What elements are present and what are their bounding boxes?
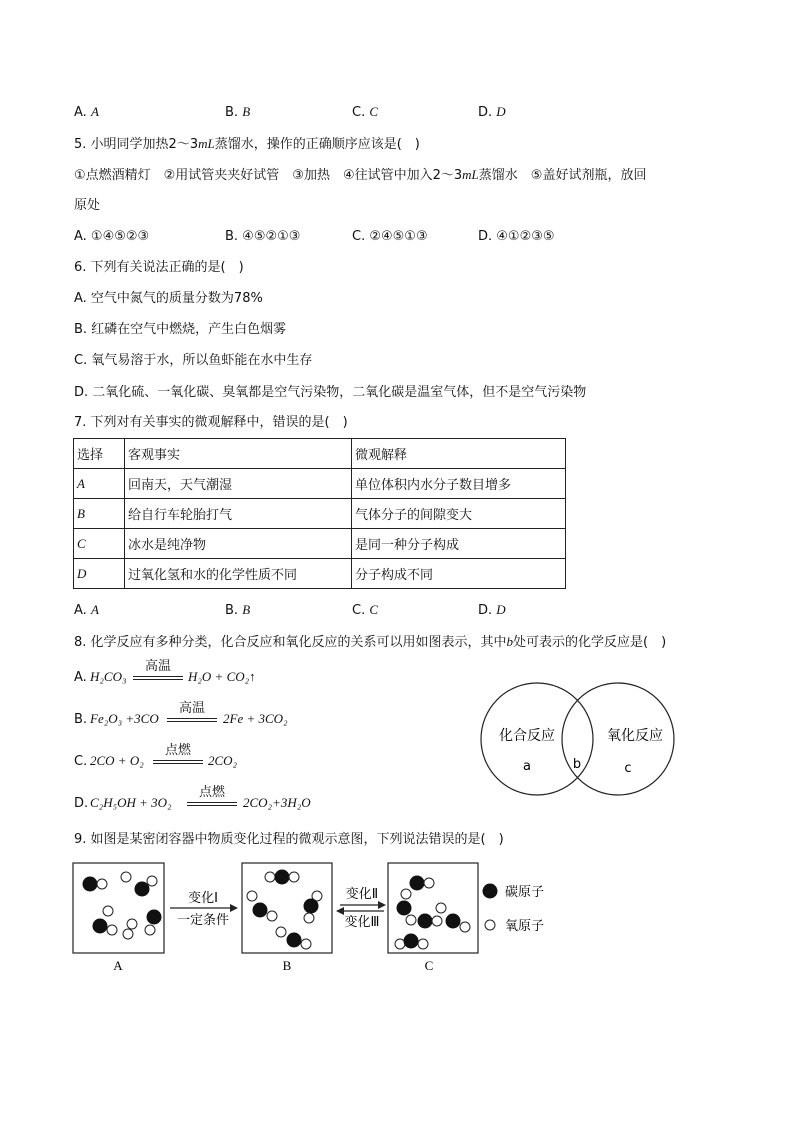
q8-option-a-products: H₂O + CO₂↑	[188, 669, 256, 684]
arrow-change-1-top-label: 变化Ⅰ	[188, 891, 218, 906]
table-header-cell: 客观事实	[125, 439, 352, 469]
q8-option-c-reactants: 2CO + O₂	[90, 753, 144, 768]
q8-option-a-equals-sign	[133, 676, 183, 680]
table-cell: 单位体积内水分子数目增多	[352, 469, 566, 499]
oxygen-atom	[436, 903, 446, 913]
q6-option-b: B. 红磷在空气中燃烧，产生白色烟雾	[74, 322, 287, 337]
q9-molecule-diagram	[70, 860, 590, 975]
table-cell: 分子构成不同	[352, 559, 566, 589]
venn-region-a: a	[523, 759, 531, 774]
arrow-change-2-head	[378, 901, 386, 909]
arrow-change-3-label: 变化Ⅲ	[344, 915, 380, 930]
q7-option-b: B. B	[225, 602, 251, 618]
q8-option-b-equals-sign	[167, 718, 217, 722]
oxygen-atom	[395, 939, 405, 949]
q5-option-d: D. ④①②③⑤	[478, 229, 555, 244]
venn-right-label: 氧化反应	[607, 728, 663, 744]
oxygen-atom	[247, 891, 257, 901]
q8-option-d-condition: 点燃	[198, 785, 225, 800]
carbon-atom	[446, 914, 461, 929]
q6-option-a: A. 空气中氮气的质量分数为78%	[74, 291, 263, 306]
q8-option-b-products: 2Fe + 3CO₂	[223, 711, 288, 726]
q8-option-a-label: A.	[74, 670, 87, 685]
box-b-label: B	[282, 958, 292, 973]
legend-carbon-label: 碳原子	[505, 885, 545, 900]
oxygen-atom	[123, 929, 133, 939]
venn-region-b: b	[572, 757, 582, 772]
q8-option-d-reactants: C₂H₅OH + 3O₂	[90, 795, 172, 810]
table-cell: 回南天，天气潮湿	[125, 469, 352, 499]
carbon-atom	[93, 919, 108, 934]
q7-stem: 7. 下列对有关事实的微观解释中，错误的是( )	[74, 415, 348, 430]
q8-option-a-condition: 高温	[144, 659, 171, 674]
carbon-atom	[418, 914, 433, 929]
oxygen-atom	[401, 889, 411, 899]
oxygen-atom	[304, 913, 314, 923]
q6-option-d: D. 二氧化硫、一氧化碳、臭氧都是空气污染物，二氧化碳是温室气体，但不是空气污染物	[74, 385, 587, 400]
table-row	[74, 529, 566, 559]
arrow-change-3-head	[336, 907, 344, 915]
table-cell: 给自行车轮胎打气	[125, 499, 352, 529]
oxygen-atom	[107, 925, 117, 935]
venn-region-c: c	[624, 761, 632, 776]
table-row	[74, 559, 566, 589]
oxygen-atom	[127, 919, 137, 929]
arrow-change-1-bottom-label: 一定条件	[176, 913, 230, 928]
box-a-label: A	[113, 958, 123, 973]
q5-steps: ①点燃酒精灯 ②用试管夹夹好试管 ③加热 ④往试管中加入2～3mL蒸馏水 ⑤盖好试剂瓶，放回	[74, 167, 647, 183]
q8-option-d-products: 2CO₂+3H₂O	[243, 795, 311, 810]
table-cell: D	[74, 559, 125, 589]
oxygen-atom	[97, 879, 107, 889]
q8-option-c-products: 2CO₂	[208, 753, 238, 768]
q8-option-a-reactants: H₂CO₃	[90, 669, 127, 684]
box-c-molecules	[395, 876, 470, 950]
q5-steps-cont: 原处	[74, 198, 101, 213]
q8-option-b-label: B.	[74, 712, 88, 727]
oxygen-atom	[267, 911, 277, 921]
q8-option-b-reactants: Fe₂O₃ +3CO	[90, 711, 159, 726]
table-cell: 是同一种分子构成	[352, 529, 566, 559]
table-header-cell: 选择	[74, 439, 125, 469]
table-cell: 过氧化氢和水的化学性质不同	[125, 559, 352, 589]
oxygen-atom	[103, 906, 113, 916]
carbon-atom	[304, 899, 319, 914]
carbon-atom	[410, 876, 425, 891]
arrow-change-2-label: 变化Ⅱ	[345, 887, 379, 902]
q4-option-a: A. A	[74, 104, 99, 120]
table-header-row	[74, 439, 566, 469]
legend-carbon-icon	[483, 884, 498, 899]
carbon-atom	[397, 901, 412, 916]
table-cell: B	[74, 499, 125, 529]
q8-stem: 8. 化学反应有多种分类，化合反应和氧化反应的关系可以用如图表示，其中b处可表示的化学反应是( )	[74, 634, 667, 650]
legend-oxygen-label: 氧原子	[505, 919, 545, 934]
q8-option-d-label: D.	[74, 796, 89, 811]
oxygen-atom	[121, 872, 131, 882]
q5-stem: 5. 小明同学加热2～3mL蒸馏水，操作的正确顺序应该是( )	[74, 136, 420, 152]
table-header-cell: 微观解释	[352, 439, 566, 469]
oxygen-atom	[147, 876, 157, 886]
table-row	[74, 469, 566, 499]
arrow-change-1-head	[230, 904, 238, 912]
oxygen-atom	[301, 939, 311, 949]
table-cell: A	[74, 469, 125, 499]
q7-option-a: A. A	[74, 602, 99, 618]
oxygen-atom	[432, 916, 442, 926]
q4-option-b: B. B	[225, 104, 251, 120]
q4-option-d: D. D	[478, 104, 506, 120]
table-cell: 冰水是纯净物	[125, 529, 352, 559]
oxygen-atom	[424, 878, 434, 888]
carbon-atom	[253, 903, 268, 918]
table-cell: C	[74, 529, 125, 559]
oxygen-atom	[406, 915, 416, 925]
oxygen-atom	[276, 927, 286, 937]
q8-option-c-label: C.	[74, 754, 88, 769]
carbon-atom	[275, 870, 290, 885]
box-a-molecules	[83, 872, 162, 939]
venn-left-label: 化合反应	[499, 728, 555, 744]
oxygen-atom	[418, 939, 428, 949]
legend-oxygen-icon	[485, 920, 495, 930]
box-c-label: C	[424, 958, 434, 973]
carbon-atom	[147, 910, 162, 925]
q7-table	[73, 438, 566, 589]
carbon-atom	[404, 934, 419, 949]
q5-option-b: B. ④⑤②①③	[225, 229, 301, 244]
oxygen-atom	[145, 925, 155, 935]
q8-venn-diagram	[478, 680, 698, 798]
oxygen-atom	[289, 872, 299, 882]
q7-option-d: D. D	[478, 602, 506, 618]
oxygen-atom	[265, 872, 275, 882]
table-row	[74, 499, 566, 529]
q5-option-c: C. ②④⑤①③	[352, 229, 428, 244]
q8-option-c-condition: 点燃	[164, 743, 191, 758]
q6-stem: 6. 下列有关说法正确的是( )	[74, 260, 244, 275]
carbon-atom	[83, 877, 98, 892]
carbon-atom	[287, 933, 302, 948]
oxygen-atom	[460, 922, 470, 932]
table-cell: 气体分子的间隙变大	[352, 499, 566, 529]
q7-option-c: C. C	[352, 602, 379, 618]
q4-option-c: C. C	[352, 104, 379, 120]
q8-option-d-equals-sign	[187, 802, 237, 806]
q8-option-b-condition: 高温	[178, 701, 205, 716]
q6-option-c: C. 氧气易溶于水，所以鱼虾能在水中生存	[74, 353, 313, 368]
q8-option-c-equals-sign	[153, 760, 203, 764]
q9-stem: 9. 如图是某密闭容器中物质变化过程的微观示意图，下列说法错误的是( )	[74, 832, 504, 847]
box-b-molecules	[247, 870, 322, 950]
q5-option-a: A. ①④⑤②③	[74, 229, 150, 244]
